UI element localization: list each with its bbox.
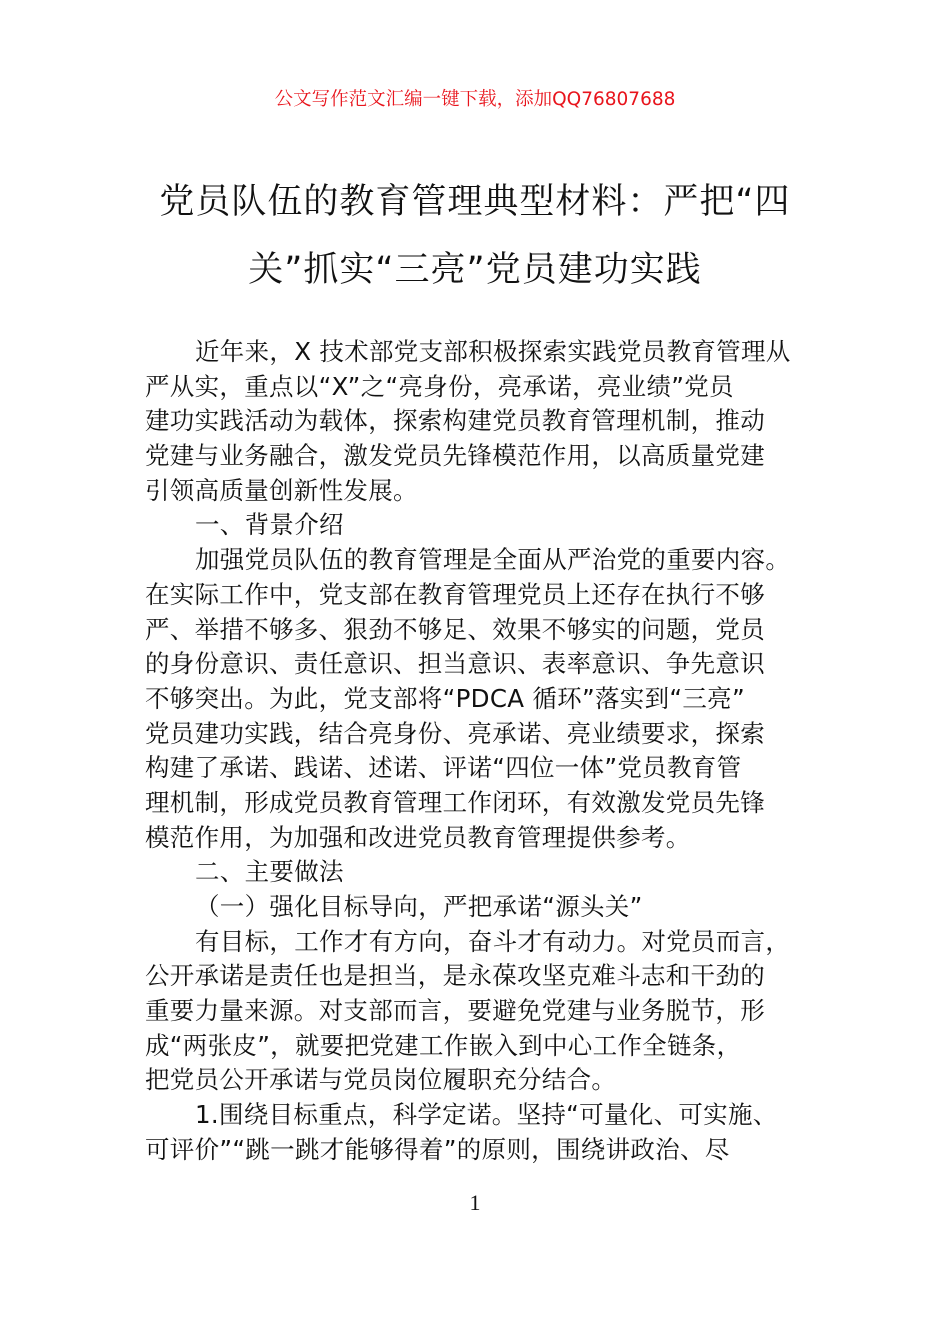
- page-number: 1: [469, 1190, 481, 1215]
- body-text-line: 构建了承诺、践诺、述诺、评诺“四位一体”党员教育管: [145, 753, 742, 783]
- body-text-line: 重要力量来源。对支部而言，要避免党建与业务脱节，形: [145, 996, 765, 1026]
- body-text-line: 严、举措不够多、狠劲不够足、效果不够实的问题，党员: [145, 614, 765, 644]
- body-text-line: 引领高质量创新性发展。: [145, 475, 418, 505]
- body-text-line: 可评价”“跳一跳才能够得着”的原则，围绕讲政治、尽: [145, 1134, 730, 1164]
- body-text-line: 一、背景介绍: [195, 510, 344, 540]
- body-text-line: 在实际工作中，党支部在教育管理党员上还存在执行不够: [145, 579, 765, 609]
- header-watermark: 公文写作范文汇编一键下载，添加QQ76807688: [274, 89, 676, 110]
- body-text-line: （一）强化目标导向，严把承诺“源头关”: [195, 892, 643, 921]
- body-text-line: 严从实，重点以“X”之“亮身份，亮承诺，亮业绩”党员: [145, 371, 734, 401]
- body-text-line: 的身份意识、责任意识、担当意识、表率意识、争先意识: [145, 649, 765, 679]
- body-text-line: 加强党员队伍的教育管理是全面从严治党的重要内容。: [195, 545, 791, 575]
- body-text-line: 1.围绕目标重点，科学定诺。坚持“可量化、可实施、: [195, 1100, 778, 1130]
- body-text-line: 近年来，X 技术部党支部积极探索实践党员教育管理从: [195, 337, 791, 366]
- body-text-line: 党建与业务融合，激发党员先锋模范作用，以高质量党建: [145, 441, 765, 471]
- body-text-line: 公开承诺是责任也是担当，是永葆攻坚克难斗志和干劲的: [145, 961, 765, 991]
- body-text-line: 二、主要做法: [195, 857, 344, 887]
- body-text-line: 有目标，工作才有方向，奋斗才有动力。对党员而言，: [195, 926, 791, 956]
- body-text-line: 模范作用，为加强和改进党员教育管理提供参考。: [145, 822, 691, 852]
- document-body: [145, 335, 825, 1168]
- body-text-line: 理机制，形成党员教育管理工作闭环，有效激发党员先锋: [145, 787, 765, 817]
- document-title-line-1: 党员队伍的教育管理典型材料：严把“四: [159, 182, 791, 222]
- body-text-line: 成“两张皮”，就要把党建工作嵌入到中心工作全链条，: [145, 1030, 742, 1060]
- document-title-line-2: 关”抓实“三亮”党员建功实践: [248, 250, 702, 290]
- body-text-line: 把党员公开承诺与党员岗位履职充分结合。: [145, 1065, 617, 1095]
- body-text-line: 党员建功实践，结合亮身份、亮承诺、亮业绩要求，探索: [145, 718, 765, 748]
- body-text-line: 不够突出。为此，党支部将“PDCA 循环”落实到“三亮”: [145, 683, 745, 713]
- body-text-line: 建功实践活动为载体，探索构建党员教育管理机制，推动: [145, 406, 765, 436]
